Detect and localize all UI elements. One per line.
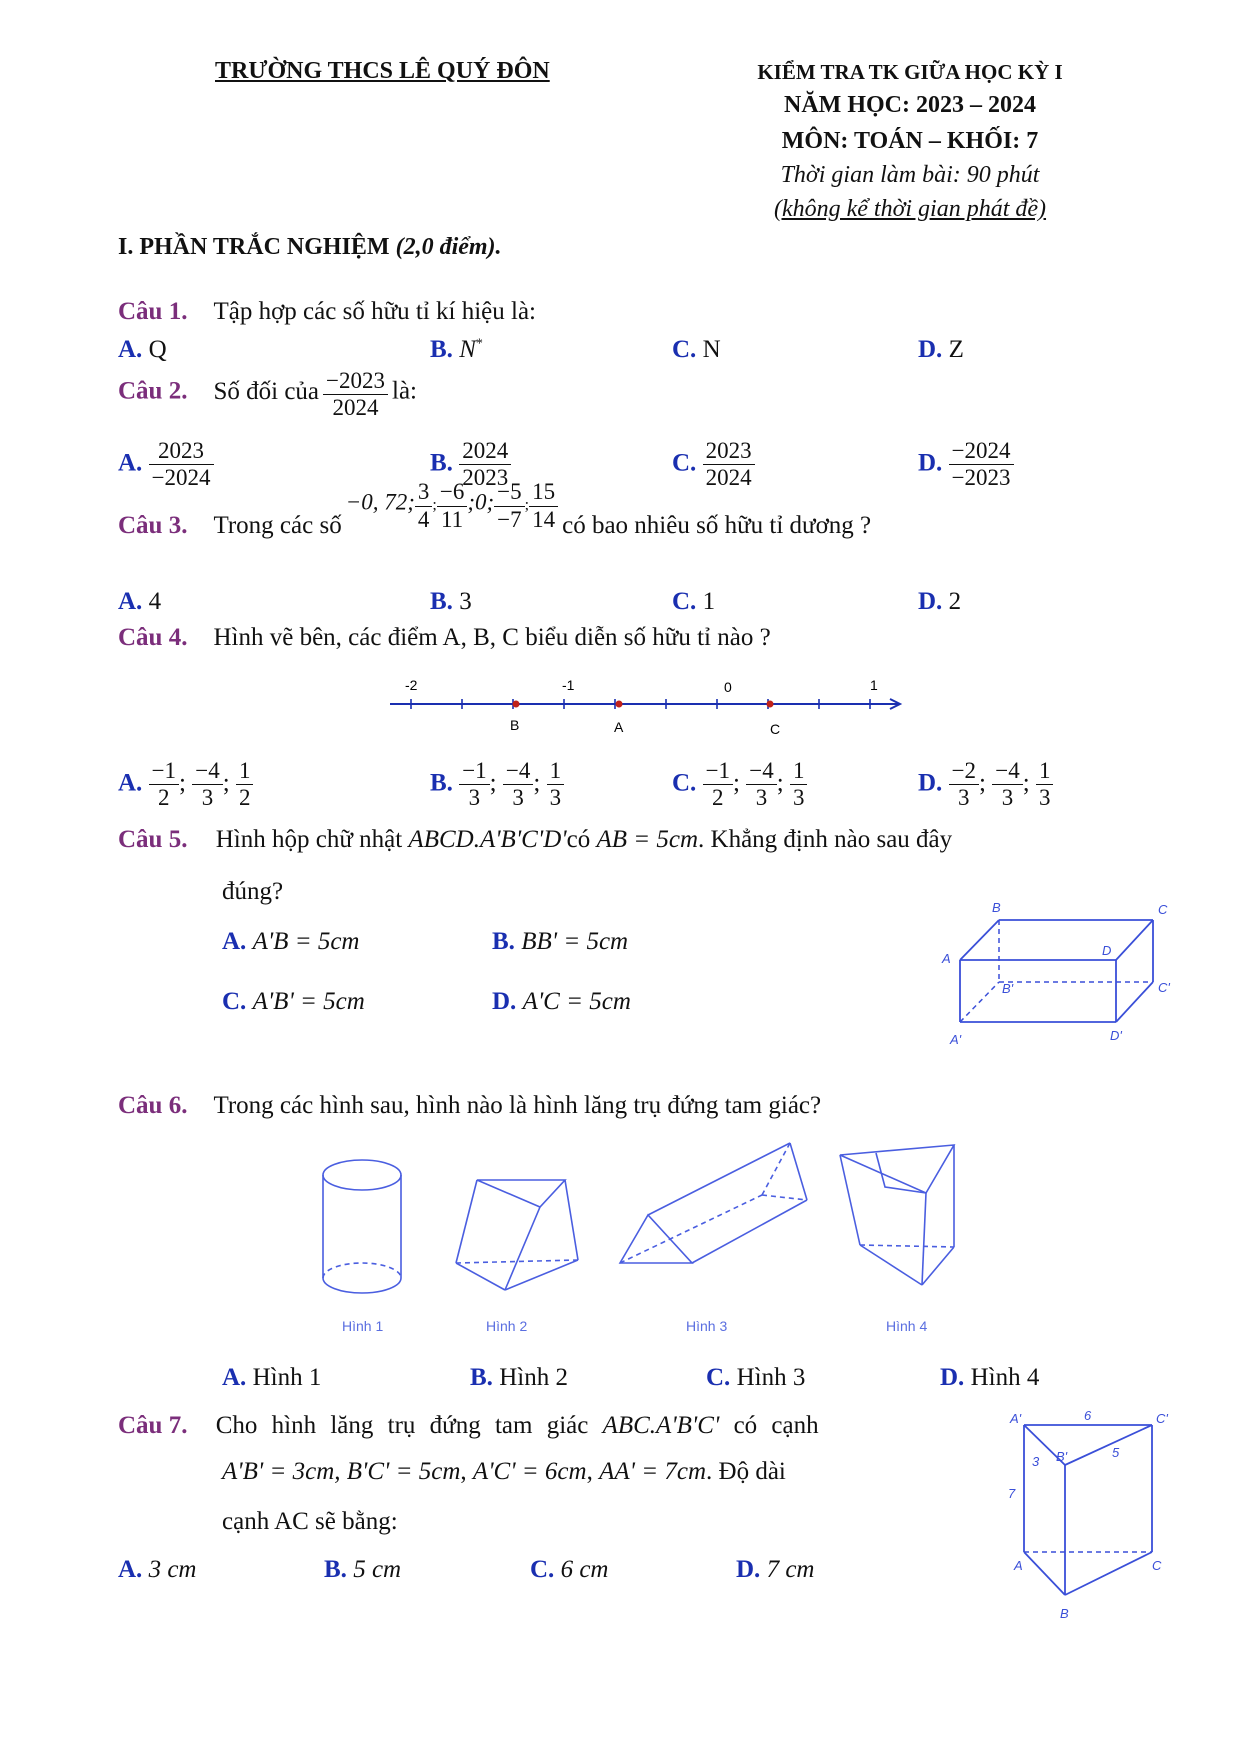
tick-label-0: 0 xyxy=(724,679,732,695)
q1-c-value: N xyxy=(702,336,721,363)
q7-label: Câu 7. xyxy=(118,1412,188,1439)
q1-a-value: Q xyxy=(148,336,167,363)
q7-d-letter: D. xyxy=(736,1556,761,1583)
q5-a-value: A'B = 5cm xyxy=(252,928,360,955)
question-6 xyxy=(118,1092,821,1120)
point-a-label: A xyxy=(614,719,624,735)
q2-b-fraction: $\frac{2024}{2023}$ xyxy=(459,438,511,492)
q7-text-2: A'B' = 3cm, B'C' = 5cm, A'C' = 6cm, AA' = 7cm. Độ dài xyxy=(222,1458,786,1485)
q2-text-end: là: xyxy=(392,377,417,405)
lying-prism-shape xyxy=(620,1143,807,1263)
q3-b-value: 3 xyxy=(459,588,472,615)
school-year: NĂM HỌC: 2023 – 2024 xyxy=(784,92,1036,118)
question-4 xyxy=(118,624,771,652)
q1-option-c[interactable] xyxy=(672,336,721,364)
q6-a-value: Hình 1 xyxy=(252,1364,322,1391)
q6-b-letter: B. xyxy=(470,1364,493,1391)
q5-a-letter: A. xyxy=(222,928,247,955)
question-7 xyxy=(118,1412,819,1440)
q5-d-letter: D. xyxy=(492,988,517,1015)
q2-text: Số đối của xyxy=(213,377,320,405)
q6-option-c[interactable] xyxy=(706,1364,805,1392)
q2-c-letter: C. xyxy=(672,449,697,477)
q5-b-letter: B. xyxy=(492,928,515,955)
q7-d-value: 7 cm xyxy=(766,1556,815,1583)
q4-option-a[interactable]: A. $\frac{-1}{2}$ ; $\frac{-4}{3}$ ; $\frac{1}{2}$ xyxy=(118,758,253,812)
q2-a-letter: A. xyxy=(118,449,143,477)
q7-text: Cho hình lăng trụ đứng tam giác ABC.A'B'C' có cạnh xyxy=(215,1412,819,1439)
q1-d-value: Z xyxy=(948,336,964,363)
point-a-dot xyxy=(616,701,623,708)
svg-text:D: D xyxy=(1102,943,1112,958)
q2-b-letter: B. xyxy=(430,449,453,477)
svg-text:A': A' xyxy=(1010,1411,1022,1426)
svg-text:6: 6 xyxy=(1084,1408,1092,1423)
q7-c-letter: C. xyxy=(530,1556,555,1583)
q6-text: Trong các hình sau, hình nào là hình lăng trụ đứng tam giác? xyxy=(213,1092,822,1119)
q2-c-fraction: $\frac{2023}{2024}$ xyxy=(703,438,755,492)
svg-text:7: 7 xyxy=(1008,1486,1016,1501)
q1-option-d[interactable] xyxy=(918,336,964,364)
section-points: (2,0 điểm). xyxy=(395,234,502,260)
exam-duration: Thời gian làm bài: 90 phút xyxy=(780,162,1040,188)
svg-text:C: C xyxy=(1158,902,1168,917)
q1-a-letter: A. xyxy=(118,336,143,363)
svg-text:A': A' xyxy=(950,1032,962,1047)
svg-text:B: B xyxy=(1060,1606,1069,1621)
q2-option-a[interactable] xyxy=(118,438,214,492)
svg-text:A: A xyxy=(942,951,951,966)
q6-c-value: Hình 3 xyxy=(736,1364,806,1391)
school-name: TRƯỜNG THCS LÊ QUÝ ĐÔN xyxy=(215,58,550,84)
section-title xyxy=(118,234,502,261)
cylinder-shape xyxy=(323,1160,401,1293)
svg-text:C': C' xyxy=(1156,1411,1168,1426)
q5-c-value: A'B' = 5cm xyxy=(252,988,365,1015)
q6-d-letter: D. xyxy=(940,1364,965,1391)
q2-label: Câu 2. xyxy=(118,377,188,405)
fig-label-hinh-2: Hình 2 xyxy=(486,1318,528,1334)
q2-d-fraction: $\frac{-2024}{-2023}$ xyxy=(949,438,1014,492)
q6-a-letter: A. xyxy=(222,1364,247,1391)
q1-b-sup: * xyxy=(475,336,483,352)
q7-c-value: 6 cm xyxy=(560,1556,609,1583)
q2-a-fraction: $\frac{2023}{-2024}$ xyxy=(149,438,214,492)
q4-option-d[interactable]: D. $\frac{-2}{3}$ ; $\frac{-4}{3}$ ; $\frac{1}{3}$ xyxy=(918,758,1053,812)
q1-text: Tập hợp các số hữu tỉ kí hiệu là: xyxy=(213,298,536,325)
svg-text:3: 3 xyxy=(1032,1454,1040,1469)
q3-d-letter: D. xyxy=(918,588,943,615)
q7-option-b[interactable] xyxy=(324,1556,401,1584)
point-b-dot xyxy=(513,701,520,708)
tick-label-neg1: -1 xyxy=(562,677,575,693)
q6-label: Câu 6. xyxy=(118,1092,188,1119)
q3-c-letter: C. xyxy=(672,588,697,615)
q3-option-c[interactable] xyxy=(672,588,715,616)
q5-option-a[interactable] xyxy=(222,928,359,956)
q3-c-value: 1 xyxy=(702,588,716,615)
q4-option-c[interactable]: C. $\frac{-1}{2}$ ; $\frac{-4}{3}$ ; $\frac{1}{3}$ xyxy=(672,758,807,812)
question-2 xyxy=(118,368,417,422)
q4-b-letter: B. xyxy=(430,769,453,797)
q3-b-letter: B. xyxy=(430,588,453,615)
duration-note: (không kể thời gian phát đề) xyxy=(773,196,1047,222)
q1-option-a[interactable] xyxy=(118,336,167,364)
q7-a-value: 3 cm xyxy=(148,1556,197,1583)
subject-grade: MÔN: TOÁN – KHỐI: 7 xyxy=(781,128,1039,154)
q1-b-letter: B. xyxy=(430,336,453,363)
q3-a-letter: A. xyxy=(118,588,143,615)
q1-option-b[interactable] xyxy=(430,336,483,364)
q4-label: Câu 4. xyxy=(118,624,188,651)
svg-text:B: B xyxy=(992,900,1001,915)
q5-option-d[interactable] xyxy=(492,988,631,1016)
svg-text:5: 5 xyxy=(1112,1445,1120,1460)
q6-b-value: Hình 2 xyxy=(499,1364,568,1391)
cuboid-figure xyxy=(930,895,1180,1055)
q1-label: Câu 1. xyxy=(118,298,188,325)
point-c-dot xyxy=(767,701,774,708)
q4-text: Hình vẽ bên, các điểm A, B, C biểu diễn số hữu tỉ nào ? xyxy=(213,624,771,651)
q5-c-letter: C. xyxy=(222,988,247,1015)
upright-prism-shape xyxy=(840,1145,954,1285)
triangular-prism-figure xyxy=(1000,1405,1200,1635)
q3-label: Câu 3. xyxy=(118,512,188,539)
q3-d-value: 2 xyxy=(948,588,962,615)
q3-option-d[interactable] xyxy=(918,588,961,616)
q4-c-letter: C. xyxy=(672,769,697,797)
q4-option-b[interactable]: B. $\frac{-1}{3}$ ; $\frac{-4}{3}$ ; $\frac{1}{3}$ xyxy=(430,758,564,812)
pyramid-frustum-shape xyxy=(456,1180,578,1290)
q7-option-d[interactable] xyxy=(736,1556,814,1584)
q3-number-list: −0, 72; $\frac{3}{4}$ ; $\frac{-6}{11}$ ;0; $\frac{-5}{-7}$ ; $\frac{15}{14}$ xyxy=(346,479,558,533)
q3-option-a[interactable] xyxy=(118,588,161,616)
svg-text:C: C xyxy=(1152,1558,1162,1573)
tick-label-neg2: -2 xyxy=(405,677,418,693)
q4-d-letter: D. xyxy=(918,769,943,797)
tick-label-1: 1 xyxy=(870,677,878,693)
fig-label-hinh-1: Hình 1 xyxy=(342,1318,384,1334)
point-c-label: C xyxy=(770,721,781,737)
q7-option-a[interactable] xyxy=(118,1556,196,1584)
q6-d-value: Hình 4 xyxy=(970,1364,1040,1391)
question-3 xyxy=(118,479,872,540)
q1-b-value: N xyxy=(459,336,476,363)
q7-a-letter: A. xyxy=(118,1556,143,1583)
question-5 xyxy=(118,826,952,854)
q5-option-b[interactable] xyxy=(492,928,628,956)
q5-text: Hình hộp chữ nhật ABCD.A'B'C'D'có AB = 5cm. Khẳng định nào sau đây xyxy=(215,826,953,853)
q7-option-c[interactable] xyxy=(530,1556,608,1584)
q5-label: Câu 5. xyxy=(118,826,188,853)
q3-text: Trong các số xyxy=(213,512,342,539)
q6-c-letter: C. xyxy=(706,1364,731,1391)
q1-c-letter: C. xyxy=(672,336,697,363)
svg-text:D': D' xyxy=(1110,1028,1122,1043)
q5-b-value: BB' = 5cm xyxy=(521,928,629,955)
fig-label-hinh-3: Hình 3 xyxy=(686,1318,728,1334)
fig-label-hinh-4: Hình 4 xyxy=(886,1318,928,1334)
q2-option-c[interactable] xyxy=(672,438,755,492)
q7-b-value: 5 cm xyxy=(353,1556,402,1583)
q5-text-2: đúng? xyxy=(222,878,284,905)
q1-d-letter: D. xyxy=(918,336,943,363)
svg-text:B': B' xyxy=(1002,981,1014,996)
q5-option-c[interactable] xyxy=(222,988,365,1016)
q6-option-d[interactable] xyxy=(940,1364,1039,1392)
q3-option-b[interactable] xyxy=(430,588,472,616)
point-b-label: B xyxy=(510,717,520,733)
svg-text:B': B' xyxy=(1056,1449,1068,1464)
q2-d-letter: D. xyxy=(918,449,943,477)
q3-text-end: có bao nhiêu số hữu tỉ dương ? xyxy=(562,512,872,539)
exam-title: KIỂM TRA TK GIỮA HỌC KỲ I xyxy=(757,60,1063,84)
solids-figure xyxy=(300,1135,990,1345)
number-line-figure xyxy=(385,672,915,742)
section-name: I. PHẦN TRẮC NGHIỆM xyxy=(118,234,390,260)
q2-option-d[interactable] xyxy=(918,438,1014,492)
q4-a-letter: A. xyxy=(118,769,143,797)
question-1 xyxy=(118,298,536,326)
q6-option-b[interactable] xyxy=(470,1364,568,1392)
q6-option-a[interactable] xyxy=(222,1364,321,1392)
svg-text:A: A xyxy=(1014,1558,1023,1573)
q7-b-letter: B. xyxy=(324,1556,347,1583)
q3-a-value: 4 xyxy=(148,588,162,615)
svg-text:C': C' xyxy=(1158,980,1170,995)
q7-text-3: cạnh AC sẽ bằng: xyxy=(222,1508,398,1535)
q2-fraction: $\frac{-2023}{2024}$ xyxy=(323,368,388,422)
q5-d-value: A'C = 5cm xyxy=(522,988,631,1015)
